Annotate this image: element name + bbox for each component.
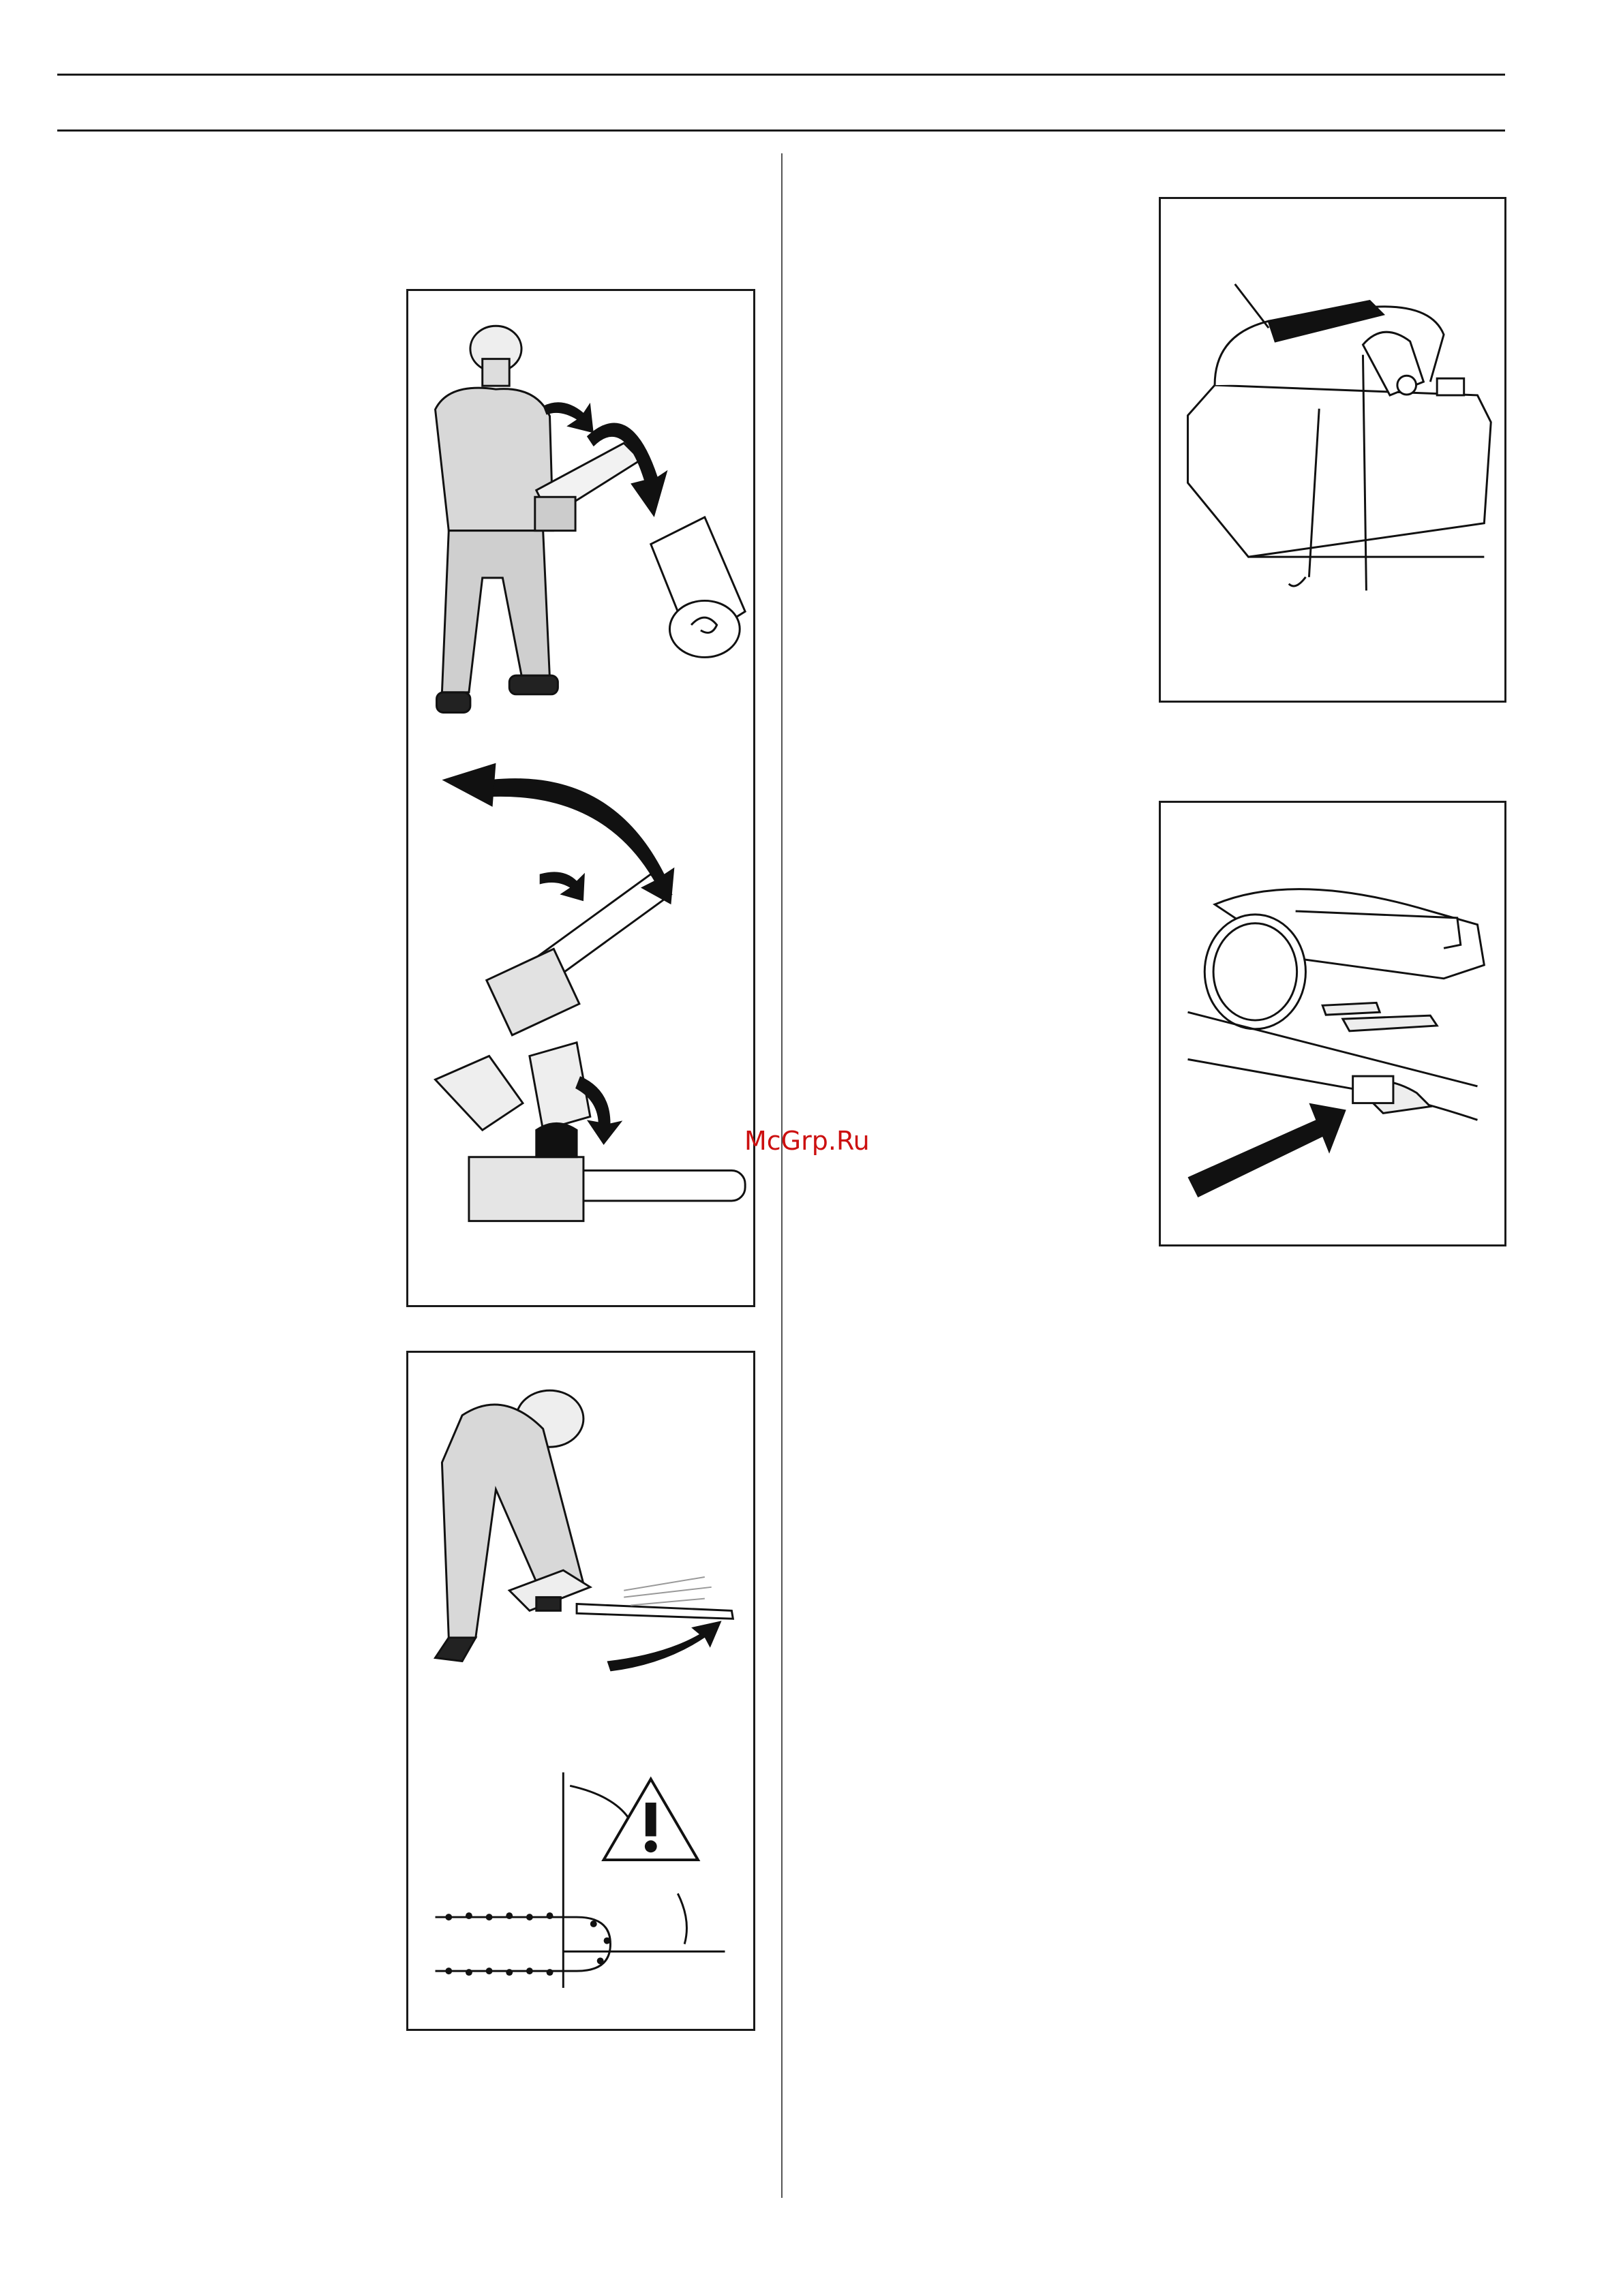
kickback-zone-warning-icon [408, 1353, 753, 2029]
watermark: McGrp.Ru [744, 1126, 870, 1156]
figure-chain-catcher [1159, 801, 1506, 1246]
header-rule-bottom [57, 129, 1505, 132]
column-divider [781, 153, 783, 2198]
chain-brake-guard-icon [1161, 199, 1504, 701]
figure-chain-brake-guard [1159, 197, 1506, 703]
warning-triangle-icon [604, 1779, 698, 1860]
figure-kickback-zone [406, 1351, 755, 2031]
chain-catcher-icon [1161, 803, 1504, 1244]
figure-kickback-sequence [406, 289, 755, 1307]
kickback-figures-icon [408, 291, 753, 1305]
header-rule-top [57, 74, 1505, 76]
